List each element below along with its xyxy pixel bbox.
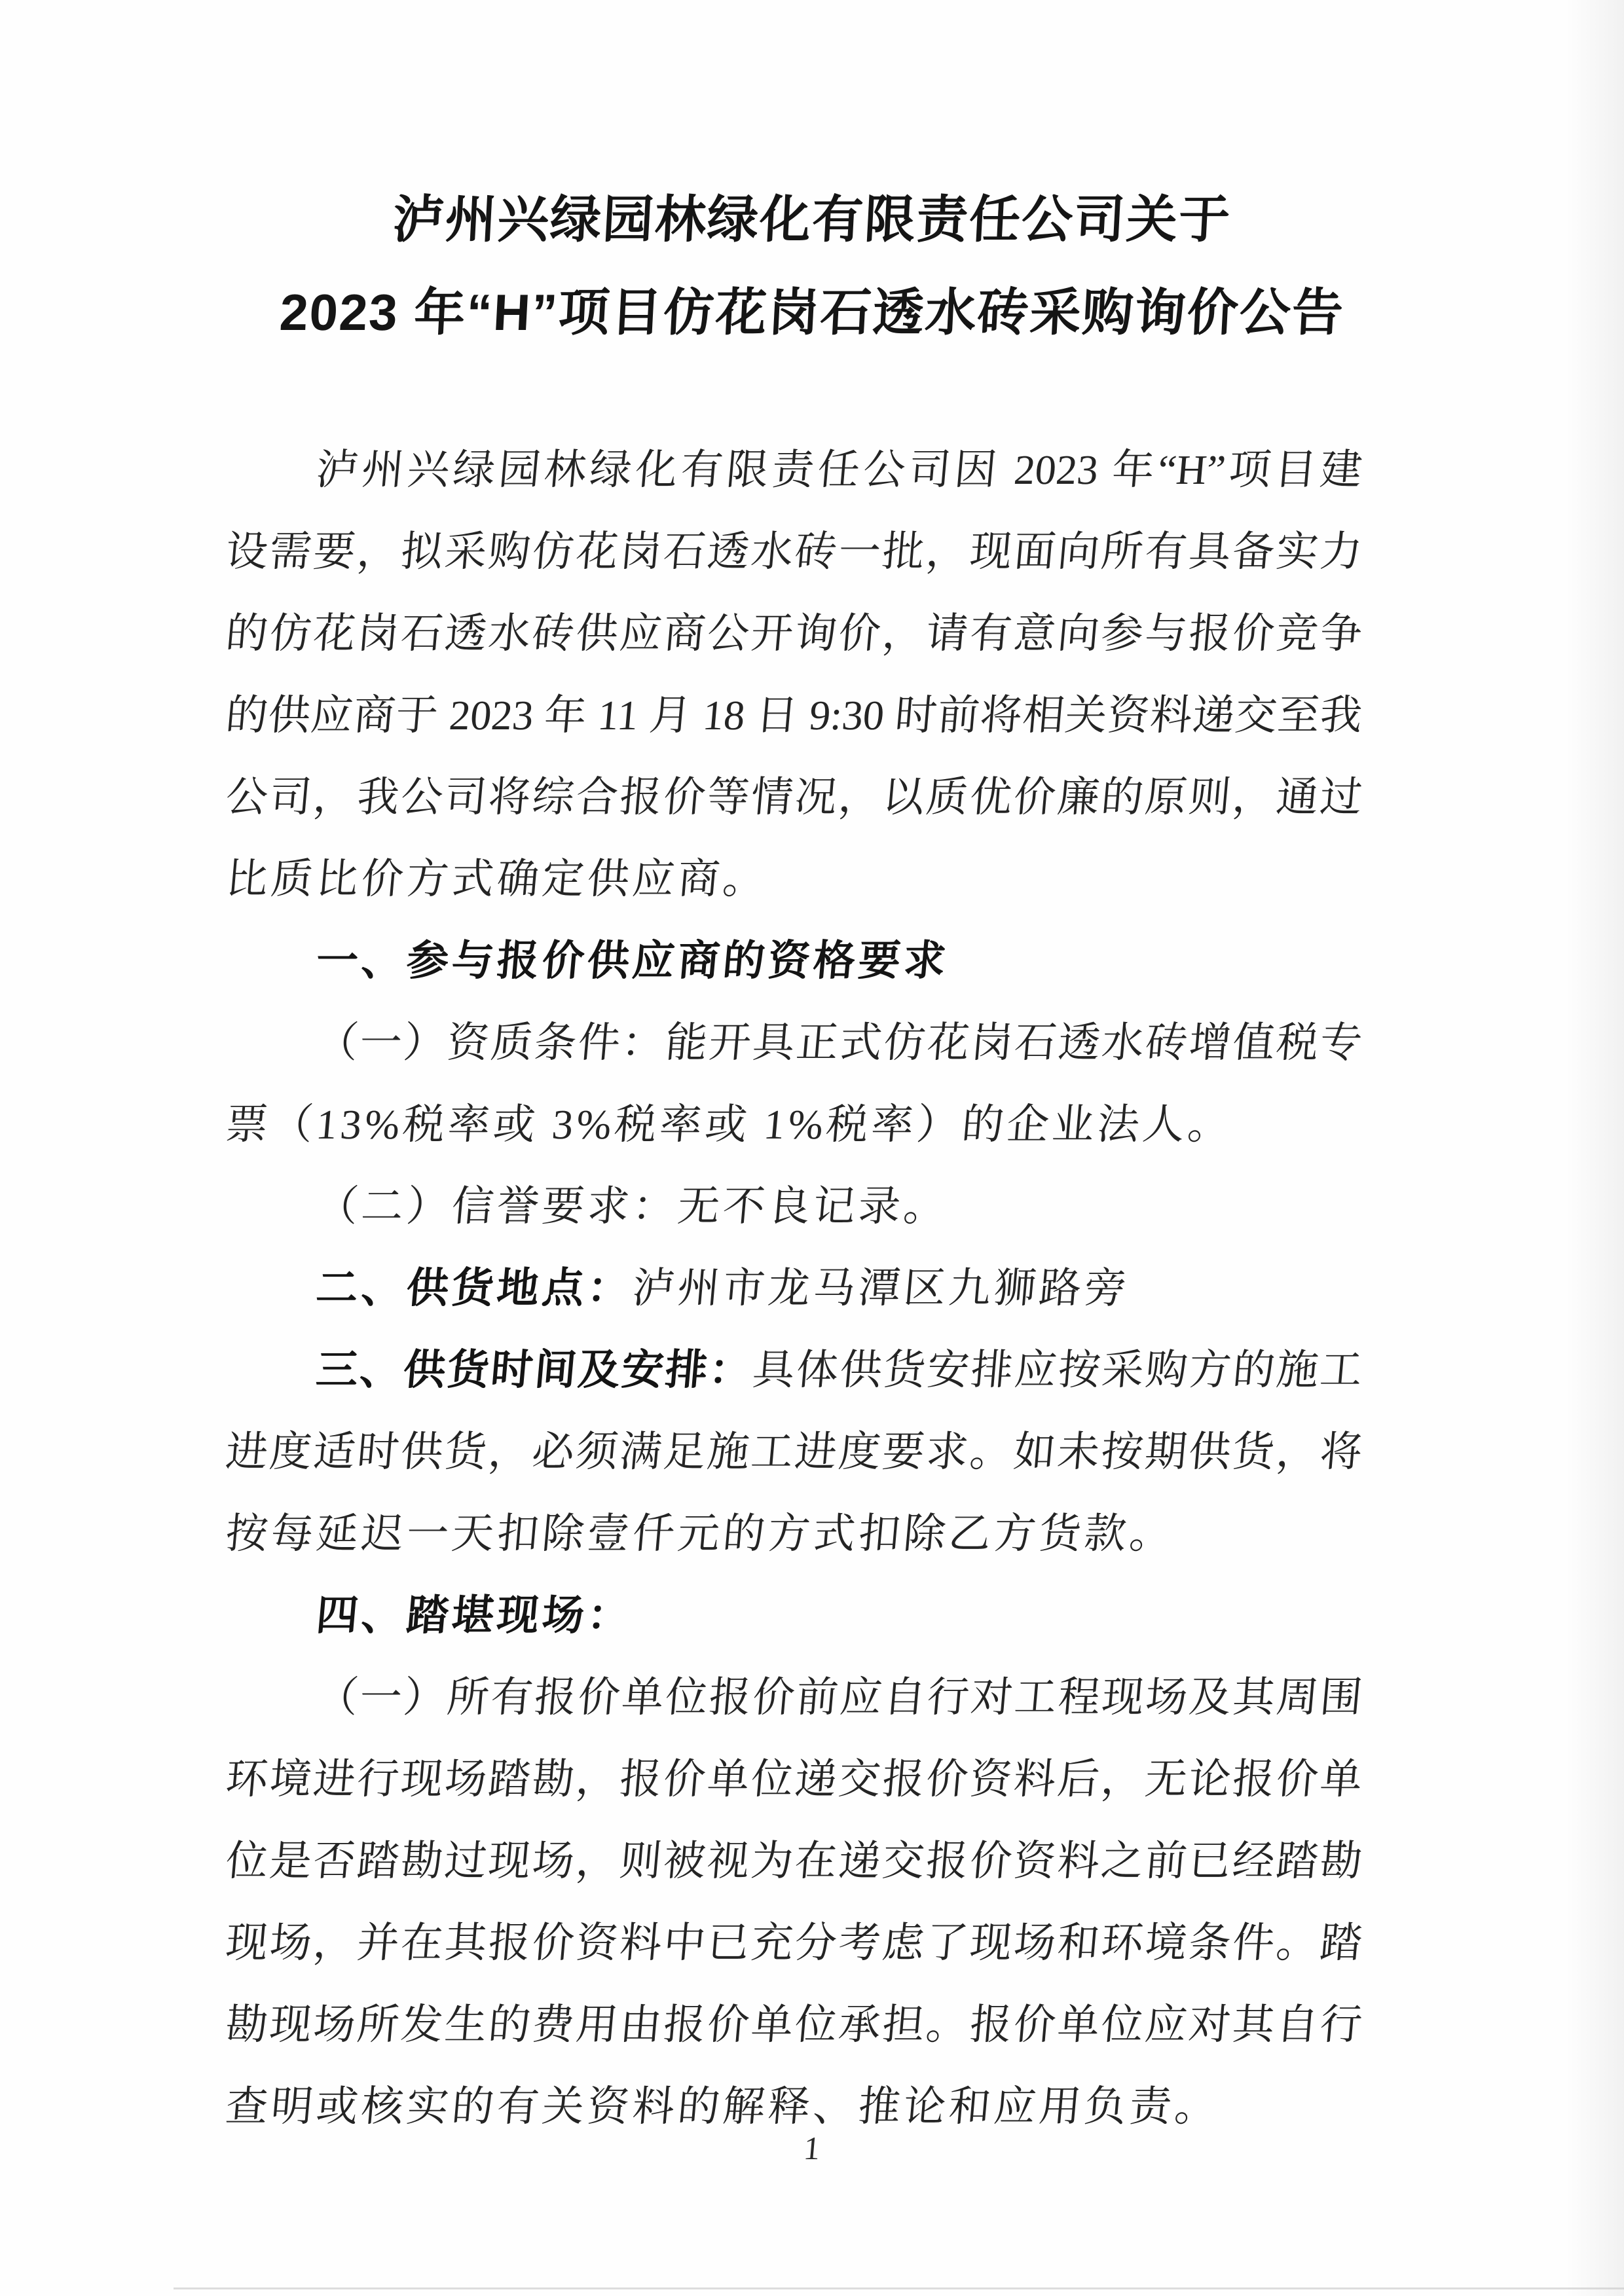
body-text: 的供应商于 2023 年 11 月 18 日 9:30 时前将相关资料递交至我 <box>223 692 1365 738</box>
body-text: 公司，我公司将综合报价等情况，以质优价廉的原则，通过 <box>223 774 1365 820</box>
body-text: 按每延迟一天扣除壹仟元的方式扣除乙方货款。 <box>223 1510 1177 1557</box>
body-text: 设需要，拟采购仿花岗石透水砖一批，现面向所有具备实力 <box>223 528 1365 575</box>
document-title-line-1: 泸州兴绿园林绿化有限责任公司关于 <box>391 191 1233 248</box>
body-text: 泸州市龙马潭区九狮路旁 <box>630 1265 1132 1311</box>
heading-text: 二、供货地点： <box>314 1264 635 1311</box>
heading-text: 一、参与报价供应商的资格要求 <box>314 937 951 984</box>
document-line <box>223 1329 1366 1411</box>
body-text: 勘现场所发生的费用由报价单位承担。报价单位应对其自行 <box>223 2001 1365 2048</box>
body-text: 泸州兴绿园林绿化有限责任公司因 2023 年“H”项目建 <box>314 446 1365 493</box>
document-line <box>223 511 1366 592</box>
page-number: 1 <box>802 2130 822 2166</box>
document-line <box>223 1820 1366 1902</box>
body-text: 进度适时供货，必须满足施工进度要求。如未按期供货，将 <box>223 1429 1365 1475</box>
document-line <box>223 1411 1366 1493</box>
body-text: 查明或核实的有关资料的解释、推论和应用负责。 <box>223 2083 1223 2130</box>
heading-text: 四、踏堪现场： <box>314 1592 635 1639</box>
document-line <box>223 1738 1366 1820</box>
body-text: 具体供货安排应按采购方的施工 <box>750 1347 1365 1393</box>
document-body <box>223 429 1365 2147</box>
document-line <box>223 756 1366 838</box>
heading-text: 三、供货时间及安排： <box>314 1346 755 1393</box>
document-line <box>223 1984 1366 2066</box>
body-text: （二）信誉要求：无不良记录。 <box>314 1183 951 1230</box>
body-text: 的仿花岗石透水砖供应商公开询价，请有意向参与报价竞争 <box>223 610 1365 657</box>
body-text: 现场，并在其报价资料中已充分考虑了现场和环境条件。踏 <box>223 1920 1365 1966</box>
scan-edge-shadow <box>1565 0 1624 2296</box>
body-text: 环境进行现场踏勘，报价单位递交报价资料后，无论报价单 <box>223 1756 1365 1802</box>
body-text: （一）资质条件：能开具正式仿花岗石透水砖增值税专 <box>314 1019 1365 1066</box>
document-line <box>223 592 1366 674</box>
document-line <box>223 920 1366 1002</box>
body-text: （一）所有报价单位报价前应自行对工程现场及其周围 <box>314 1674 1365 1721</box>
body-text: 票（13%税率或 3%税率或 1%税率）的企业法人。 <box>223 1101 1236 1148</box>
body-text: 比质比价方式确定供应商。 <box>223 856 771 902</box>
document-line <box>223 1656 1366 1738</box>
document-line <box>223 1493 1366 1575</box>
document-line <box>223 1247 1366 1329</box>
document-line <box>223 429 1366 511</box>
document-line <box>223 674 1366 756</box>
document-title-line-2: 2023 年“H”项目仿花岗石透水砖采购询价公告 <box>278 283 1346 341</box>
body-text: 位是否踏勘过现场，则被视为在递交报价资料之前已经踏勘 <box>223 1838 1365 1884</box>
document-line <box>223 838 1366 920</box>
document-line <box>223 1902 1366 1984</box>
document-line <box>223 1575 1366 1656</box>
document-line <box>223 1165 1366 1247</box>
document-line <box>223 1084 1366 1165</box>
document-line <box>223 1002 1366 1084</box>
scan-bottom-edge-artifact <box>174 2287 1624 2289</box>
